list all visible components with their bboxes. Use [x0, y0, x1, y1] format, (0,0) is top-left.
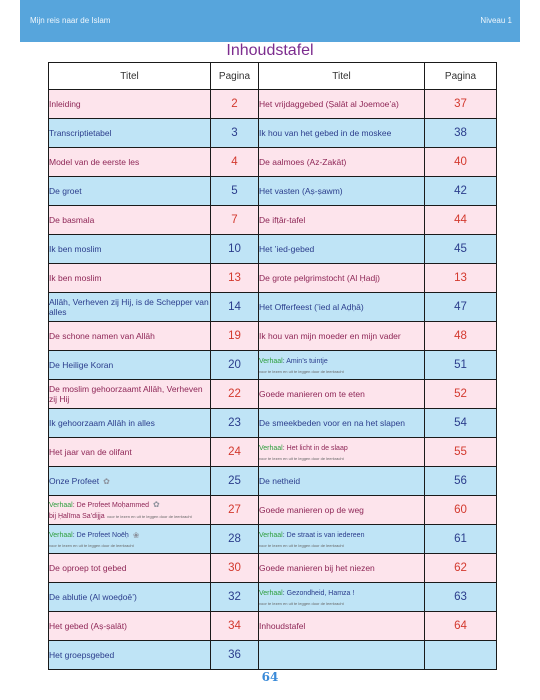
left-title: De ablutie (Al woeḍoē’)	[49, 583, 211, 612]
table-row	[49, 206, 497, 235]
right-title-story	[259, 438, 425, 467]
right-title: De grote pelgrimstocht (Al Ḥadj)	[259, 264, 425, 293]
verhaal-label: Verhaal	[49, 532, 73, 540]
right-title: Goede manieren op de weg	[259, 496, 425, 525]
right-page: 64	[425, 612, 497, 641]
table-row	[49, 496, 497, 525]
left-title: Allāh, Verheven zij Hij, is de Schepper van alles	[49, 293, 211, 322]
left-title: Transcriptietabel	[49, 119, 211, 148]
story-title: : Gezondheid, Hamza !	[282, 590, 355, 598]
right-page: 47	[425, 293, 497, 322]
right-page	[425, 641, 497, 670]
left-page: 20	[211, 351, 259, 380]
level-label: Niveau 1	[480, 16, 512, 25]
right-page: 56	[425, 467, 497, 496]
story-title: : De Profeet Noēḥ	[72, 532, 129, 540]
right-page: 42	[425, 177, 497, 206]
story-subtitle: bij Ḥalīma Sa’dijja	[49, 513, 105, 520]
left-title: Ik gehoorzaam Allāh in alles	[49, 409, 211, 438]
right-page: 60	[425, 496, 497, 525]
left-page: 13	[211, 264, 259, 293]
page-title: Inhoudstafel	[226, 42, 314, 59]
right-title: De netheid	[259, 467, 425, 496]
right-title-story	[259, 351, 425, 380]
table-row	[49, 438, 497, 467]
column-header: Titel	[259, 63, 425, 90]
left-page: 14	[211, 293, 259, 322]
left-page: 10	[211, 235, 259, 264]
left-title: Model van de eerste les	[49, 148, 211, 177]
left-title: Onze Profeet	[49, 475, 100, 486]
pbuh-icon: ✿	[153, 499, 160, 509]
right-page: 54	[425, 409, 497, 438]
table-row	[49, 467, 497, 496]
teacher-note: voor te lezen en uit te leggen door de leerkracht	[259, 600, 344, 606]
table-row	[49, 148, 497, 177]
right-title: De aalmoes (Az-Zakāt)	[259, 148, 425, 177]
left-page: 19	[211, 322, 259, 351]
right-title: Het vrijdaggebed (Ṣalāt al Joemoe’a)	[259, 90, 425, 119]
pbuh-icon: ✿	[103, 476, 110, 486]
left-title-cell	[49, 467, 211, 496]
right-page: 44	[425, 206, 497, 235]
left-title: Ik ben moslim	[49, 235, 211, 264]
right-title: Ik hou van het gebed in de moskee	[259, 119, 425, 148]
left-page: 24	[211, 438, 259, 467]
right-page: 62	[425, 554, 497, 583]
left-page: 2	[211, 90, 259, 119]
right-title: Het vasten (Aṣ-ṣawm)	[259, 177, 425, 206]
right-page: 55	[425, 438, 497, 467]
table-row	[49, 119, 497, 148]
table-row	[49, 583, 497, 612]
right-title: Goede manieren bij het niezen	[259, 554, 425, 583]
story-title: : Het licht in de slaap	[282, 445, 348, 453]
header-bar	[20, 0, 520, 42]
left-page: 34	[211, 612, 259, 641]
left-title: Inleiding	[49, 90, 211, 119]
right-title	[259, 641, 425, 670]
table-row	[49, 612, 497, 641]
right-title: Goede manieren om te eten	[259, 380, 425, 409]
table-row	[49, 322, 497, 351]
right-title: Het Offerfeest (’ied al Aḍḥā)	[259, 293, 425, 322]
right-page: 61	[425, 525, 497, 554]
right-title-story	[259, 525, 425, 554]
left-page: 7	[211, 206, 259, 235]
left-title: De moslim gehoorzaamt Allāh, Verheven zij Hij	[49, 380, 211, 409]
left-title: De Heilige Koran	[49, 351, 211, 380]
column-header: Pagina	[211, 63, 259, 90]
table-row	[49, 90, 497, 119]
header-row	[49, 63, 497, 90]
left-title: Ik ben moslim	[49, 264, 211, 293]
table-row	[49, 177, 497, 206]
peace-icon: ❀	[132, 530, 140, 540]
left-title: De basmala	[49, 206, 211, 235]
table-row	[49, 554, 497, 583]
left-page: 3	[211, 119, 259, 148]
right-page: 13	[425, 264, 497, 293]
right-page: 48	[425, 322, 497, 351]
table-row	[49, 525, 497, 554]
left-page: 28	[211, 525, 259, 554]
right-page: 37	[425, 90, 497, 119]
left-title: De groet	[49, 177, 211, 206]
right-title: De ifṭār-tafel	[259, 206, 425, 235]
teacher-note: voor te lezen en uit te leggen door de leerkracht	[259, 368, 344, 374]
left-page: 36	[211, 641, 259, 670]
column-header: Titel	[49, 63, 211, 90]
story-title: : De straat is van iedereen	[282, 532, 365, 540]
left-page: 5	[211, 177, 259, 206]
column-header: Pagina	[425, 63, 497, 90]
table-row	[49, 264, 497, 293]
right-page: 63	[425, 583, 497, 612]
verhaal-label: Verhaal	[259, 445, 283, 453]
left-page: 4	[211, 148, 259, 177]
right-title: Inhoudstafel	[259, 612, 425, 641]
story-title: : Amin’s tuintje	[282, 358, 328, 366]
left-title: De oproep tot gebed	[49, 554, 211, 583]
verhaal-label: Verhaal	[49, 501, 73, 509]
left-page: 27	[211, 496, 259, 525]
table-row	[49, 235, 497, 264]
left-title: Het jaar van de olifant	[49, 438, 211, 467]
book-title: Mijn reis naar de Islam	[30, 16, 111, 25]
left-title: De schone namen van Allāh	[49, 322, 211, 351]
left-title: Het groepsgebed	[49, 641, 211, 670]
right-page: 40	[425, 148, 497, 177]
left-page: 32	[211, 583, 259, 612]
right-title: Het ’ied-gebed	[259, 235, 425, 264]
right-page: 51	[425, 351, 497, 380]
page-number: 64	[261, 670, 279, 684]
left-page: 23	[211, 409, 259, 438]
right-page: 45	[425, 235, 497, 264]
teacher-note: voor te lezen en uit te leggen door de leerkracht	[259, 455, 344, 461]
right-page: 38	[425, 119, 497, 148]
left-page: 22	[211, 380, 259, 409]
right-page: 52	[425, 380, 497, 409]
left-page: 25	[211, 467, 259, 496]
table-row	[49, 351, 497, 380]
table-row	[49, 293, 497, 322]
right-title-story	[259, 583, 425, 612]
right-title: Ik hou van mijn moeder en mijn vader	[259, 322, 425, 351]
teacher-note: voor te lezen en uit te leggen door de leerkracht	[107, 514, 192, 519]
story-title: : De Profeet Moḥammed	[72, 501, 150, 509]
right-title: De smeekbeden voor en na het slapen	[259, 409, 425, 438]
verhaal-label: Verhaal	[259, 590, 283, 598]
table-row	[49, 641, 497, 670]
table-row	[49, 409, 497, 438]
contents-table	[48, 62, 497, 670]
verhaal-label: Verhaal	[259, 532, 283, 540]
left-title-story	[49, 496, 211, 525]
teacher-note: voor te lezen en uit te leggen door de leerkracht	[259, 542, 344, 548]
table-row	[49, 380, 497, 409]
teacher-note: voor te lezen en uit te leggen door de leerkracht	[49, 542, 134, 548]
left-title-story	[49, 525, 211, 554]
left-title: Het gebed (Aṣ-ṣalāt)	[49, 612, 211, 641]
left-page: 30	[211, 554, 259, 583]
verhaal-label: Verhaal	[259, 358, 283, 366]
